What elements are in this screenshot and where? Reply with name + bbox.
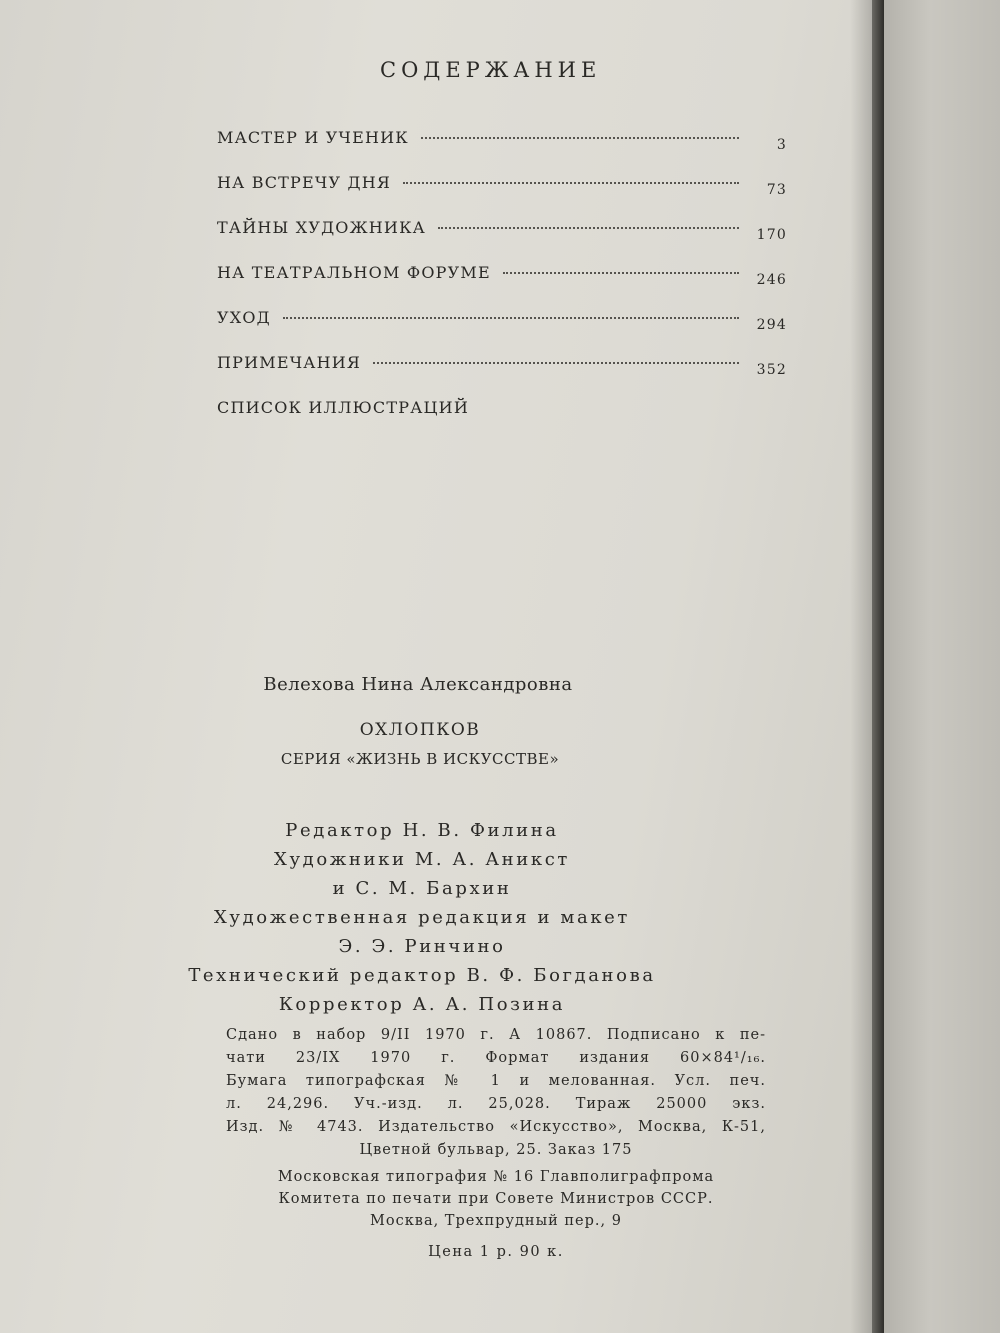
credit-line: Художники М. А. Аникст (274, 849, 570, 870)
toc-leader-dots (503, 272, 739, 274)
toc-leader-dots (438, 227, 739, 229)
toc-entry-label: ПРИМЕЧАНИЯ (217, 353, 362, 372)
spec-line: чати 23/IX 1970 г. Формат издания 60×84¹/₁₆. (226, 1050, 766, 1066)
toc-entry-page: 352 (756, 362, 787, 378)
credit-line: Корректор А. А. Позина (278, 994, 566, 1015)
credit-line: Редактор Н. В. Филина (285, 820, 559, 841)
toc-entry-label: СПИСОК ИЛЛЮСТРАЦИЙ (217, 398, 469, 417)
publication-specs (226, 1024, 766, 1162)
spec-line: Цветной бульвар, 25. Заказ 175 (359, 1142, 633, 1158)
toc-entry-page: 170 (756, 227, 787, 243)
toc-entry (217, 353, 787, 398)
toc-entry (217, 173, 787, 218)
toc-entry-label: НА ТЕАТРАЛЬНОМ ФОРУМЕ (217, 263, 491, 282)
toc-entry-page: 294 (756, 317, 787, 333)
credit-line: Художественная редакция и макет (214, 907, 630, 928)
toc-leader-dots (283, 317, 739, 319)
table-of-contents (217, 128, 787, 443)
toc-leader-dots (403, 182, 739, 184)
toc-entry-page: 246 (756, 272, 787, 288)
toc-entry (217, 398, 787, 443)
spec-line: Бумага типографская № 1 и мелованная. Усл. печ. (226, 1073, 766, 1089)
toc-entry (217, 308, 787, 353)
facing-page-edge (884, 0, 1000, 1333)
toc-entry (217, 128, 787, 173)
book-gutter (872, 0, 884, 1333)
toc-leader-dots (373, 362, 739, 364)
toc-entry-label: НА ВСТРЕЧУ ДНЯ (217, 173, 391, 192)
toc-entry-label: УХОД (217, 308, 271, 327)
author-name: Велехова Нина Александровна (263, 674, 573, 695)
series-name: СЕРИЯ «ЖИЗНЬ В ИСКУССТВЕ» (280, 750, 560, 768)
toc-entry-page: 73 (766, 182, 787, 198)
printer-line: Комитета по печати при Совете Министров СССР. (278, 1191, 714, 1207)
printer-line: Московская типография № 16 Главполиграфпрома (277, 1169, 715, 1185)
spec-line: л. 24,296. Уч.-изд. л. 25,028. Тираж 25000 экз. (226, 1096, 766, 1112)
book-title: ОХЛОПКОВ (359, 720, 481, 740)
toc-entry (217, 263, 787, 308)
credit-line: и С. М. Бархин (332, 878, 512, 899)
price-label: Цена 1 р. 90 к. (428, 1244, 564, 1260)
toc-entry-label: МАСТЕР И УЧЕНИК (217, 128, 409, 147)
credit-line: Технический редактор В. Ф. Богданова (188, 965, 656, 986)
printer-info (226, 1166, 766, 1232)
credit-line: Э. Э. Ринчино (338, 936, 506, 957)
toc-entry (217, 218, 787, 263)
spec-line: Сдано в набор 9/II 1970 г. А 10867. Подписано к пе- (226, 1027, 766, 1043)
toc-entry-page: 3 (776, 137, 787, 153)
toc-leader-dots (421, 137, 739, 139)
credits-block (0, 816, 858, 1019)
toc-title: СОДЕРЖАНИЕ (380, 58, 602, 82)
spec-line: Изд. № 4743. Издательство «Искусство», Москва, К-51, (226, 1119, 766, 1135)
printer-line: Москва, Трехпрудный пер., 9 (370, 1213, 622, 1229)
toc-entry-label: ТАЙНЫ ХУДОЖНИКА (217, 218, 426, 237)
